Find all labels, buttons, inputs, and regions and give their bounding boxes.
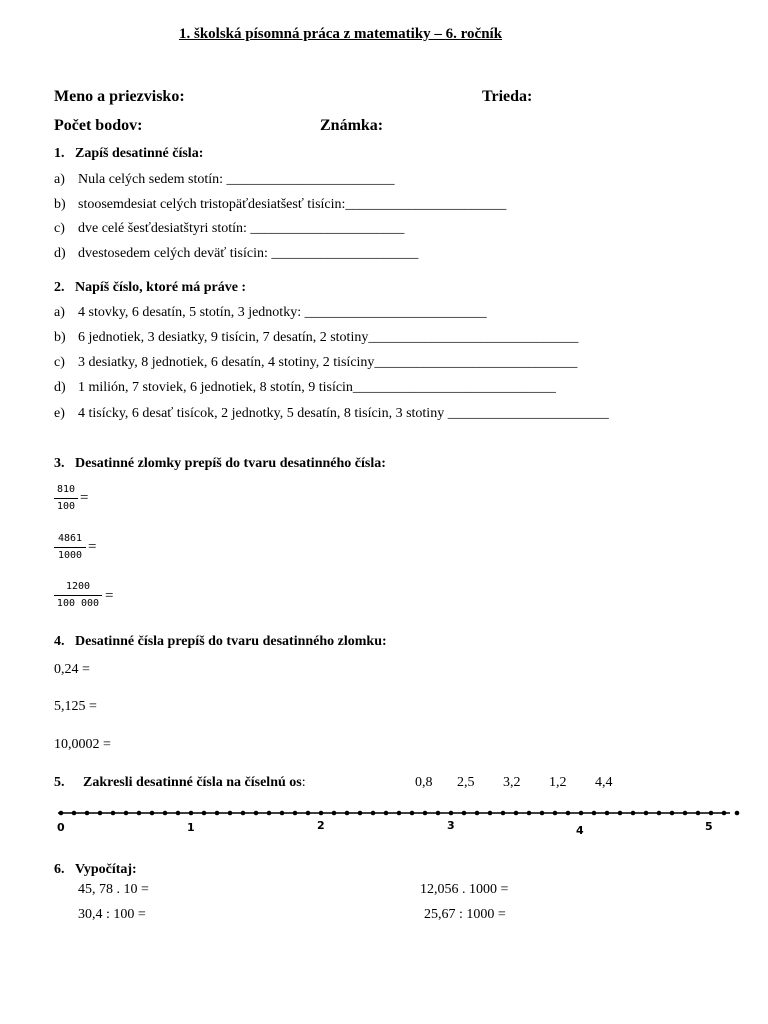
number-line-tick	[111, 811, 116, 816]
number-line-tick	[72, 811, 77, 816]
fraction-bar	[54, 498, 78, 499]
value-item: 0,8	[415, 775, 433, 790]
number-line-tick	[735, 811, 740, 816]
item-letter: b)	[54, 330, 66, 345]
points-label: Počet bodov:	[54, 117, 143, 134]
number-line-tick	[332, 811, 337, 816]
fraction-bar	[54, 595, 102, 596]
number-line-tick	[137, 811, 142, 816]
number-line-tick	[345, 811, 350, 816]
number-line-tick	[358, 811, 363, 816]
task3-heading: 3. Desatinné zlomky prepíš do tvaru desatinného čísla:	[54, 456, 386, 471]
number-line-tick	[85, 811, 90, 816]
item-letter: c)	[54, 221, 65, 236]
task5-heading-colon: :	[301, 775, 306, 790]
number-line-tick	[657, 811, 662, 816]
number-line-tick	[462, 811, 467, 816]
list-item	[54, 355, 578, 370]
number-line-tick	[709, 811, 714, 816]
number-line-tick	[501, 811, 506, 816]
calc-item: 45, 78 . 10 =	[78, 882, 149, 897]
list-item	[54, 406, 609, 421]
item-text: dvestosedem celých deväť tisícin: _____________________	[78, 246, 419, 261]
task1-heading: 1. Zapíš desatinné čísla:	[54, 146, 204, 161]
fraction-denominator: 100	[56, 501, 76, 512]
value-item: 4,4	[595, 775, 613, 790]
fraction-bar	[54, 547, 86, 548]
number-line-tick	[722, 811, 727, 816]
task4-heading: 4. Desatinné čísla prepíš do tvaru desatinného zlomku:	[54, 634, 387, 649]
list-item: 0,24 =	[54, 662, 90, 677]
list-item	[54, 246, 419, 261]
list-item	[54, 221, 405, 236]
number-line-tick	[267, 811, 272, 816]
page-title: 1. školská písomná práca z matematiky – 6. ročník	[179, 26, 503, 42]
value-item: 3,2	[503, 775, 521, 790]
task5-text	[83, 776, 306, 790]
number-line-tick	[423, 811, 428, 816]
axis-label-2: 2	[317, 819, 325, 832]
fraction	[54, 484, 78, 513]
number-line-tick	[475, 811, 480, 816]
number-line-tick	[241, 811, 246, 816]
number-line-tick	[189, 811, 194, 816]
item-text: Nula celých sedem stotín: ________________________	[78, 172, 395, 187]
number-line-tick	[670, 811, 675, 816]
fraction-denominator: 1000	[57, 550, 83, 561]
list-item: 5,125 =	[54, 699, 97, 714]
item-text: stoosemdesiat celých tristopäťdesiatšesť tisícin:_______________________	[78, 197, 507, 212]
value-item: 1,2	[549, 775, 567, 790]
number-line-tick	[163, 811, 168, 816]
task5-heading	[54, 775, 306, 790]
fraction-numerator: 4861	[57, 533, 83, 544]
item-text: 6 jednotiek, 3 desiatky, 9 tisícin, 7 desatín, 2 stotiny______________________________	[78, 330, 579, 345]
axis-label-1: 1	[187, 821, 195, 834]
number-line-tick	[319, 811, 324, 816]
fraction	[54, 581, 102, 610]
list-item	[54, 330, 579, 345]
list-item	[54, 172, 395, 187]
axis-label-0: 0	[57, 821, 65, 834]
number-line	[0, 800, 768, 833]
class-label: Trieda:	[482, 88, 533, 105]
item-letter: d)	[54, 380, 66, 395]
number-line-tick	[306, 811, 311, 816]
number-line-tick	[618, 811, 623, 816]
item-letter: a)	[54, 172, 65, 187]
task2-heading: 2. Napíš číslo, ktoré má práve :	[54, 280, 247, 295]
axis-label-4: 4	[576, 824, 584, 837]
fraction-numerator: 1200	[65, 581, 91, 592]
item-letter: c)	[54, 355, 65, 370]
number-line-tick	[592, 811, 597, 816]
number-line-tick	[228, 811, 233, 816]
number-line-tick	[553, 811, 558, 816]
item-text: 4 stovky, 6 desatín, 5 stotín, 3 jednotky: __________________________	[78, 305, 487, 320]
item-text: 3 desiatky, 8 jednotiek, 6 desatín, 4 stotiny, 2 tisíciny_____________________________	[78, 355, 578, 370]
item-text: dve celé šesťdesiatštyri stotín: ______________________	[78, 221, 405, 236]
item-letter: d)	[54, 246, 66, 261]
number-line-tick	[631, 811, 636, 816]
calc-item: 12,056 . 1000 =	[420, 882, 509, 897]
name-label: Meno a priezvisko:	[54, 88, 185, 105]
number-line-tick	[566, 811, 571, 816]
number-line-tick	[397, 811, 402, 816]
number-line-tick	[124, 811, 129, 816]
number-line-tick	[683, 811, 688, 816]
number-line-tick	[254, 811, 259, 816]
number-line-tick	[514, 811, 519, 816]
equals-sign: =	[105, 588, 114, 604]
number-line-tick	[59, 811, 64, 816]
number-line-tick	[696, 811, 701, 816]
equals-sign: =	[88, 539, 97, 555]
grade-label: Známka:	[320, 117, 384, 134]
fraction	[54, 533, 86, 562]
number-line-tick	[527, 811, 532, 816]
number-line-tick	[488, 811, 493, 816]
axis-label-5: 5	[705, 820, 713, 833]
task6-heading: 6. Vypočítaj:	[54, 862, 137, 877]
value-item: 2,5	[457, 775, 475, 790]
number-line-tick	[384, 811, 389, 816]
item-text: 1 milión, 7 stoviek, 6 jednotiek, 8 stotín, 9 tisícin_____________________________	[78, 380, 556, 395]
number-line-tick	[605, 811, 610, 816]
number-line-tick	[371, 811, 376, 816]
task5-number: 5.	[54, 775, 65, 790]
fraction-denominator: 100 000	[56, 598, 100, 609]
item-text: 4 tisícky, 6 desať tisícok, 2 jednotky, 5 desatín, 8 tisícin, 3 stotiny _______________________	[78, 406, 609, 421]
number-line-tick	[176, 811, 181, 816]
number-line-tick	[410, 811, 415, 816]
number-line-tick	[98, 811, 103, 816]
list-item: 10,0002 =	[54, 737, 111, 752]
number-line-tick	[202, 811, 207, 816]
number-line-tick	[644, 811, 649, 816]
calc-item: 30,4 : 100 =	[78, 907, 146, 922]
number-line-tick	[579, 811, 584, 816]
fraction-numerator: 810	[56, 484, 76, 495]
task5-heading-text: Zakresli desatinné čísla na číselnú os	[83, 775, 302, 790]
item-letter: e)	[54, 406, 65, 421]
equals-sign: =	[80, 490, 89, 506]
number-line-tick	[293, 811, 298, 816]
item-letter: b)	[54, 197, 66, 212]
number-line-tick	[215, 811, 220, 816]
number-line-tick	[436, 811, 441, 816]
item-letter: a)	[54, 305, 65, 320]
calc-item: 25,67 : 1000 =	[424, 907, 506, 922]
list-item	[54, 197, 507, 212]
axis-label-3: 3	[447, 819, 455, 832]
number-line-tick	[150, 811, 155, 816]
number-line-tick	[449, 811, 454, 816]
list-item	[54, 380, 556, 395]
number-line-tick	[540, 811, 545, 816]
number-line-tick	[280, 811, 285, 816]
list-item	[54, 305, 487, 320]
